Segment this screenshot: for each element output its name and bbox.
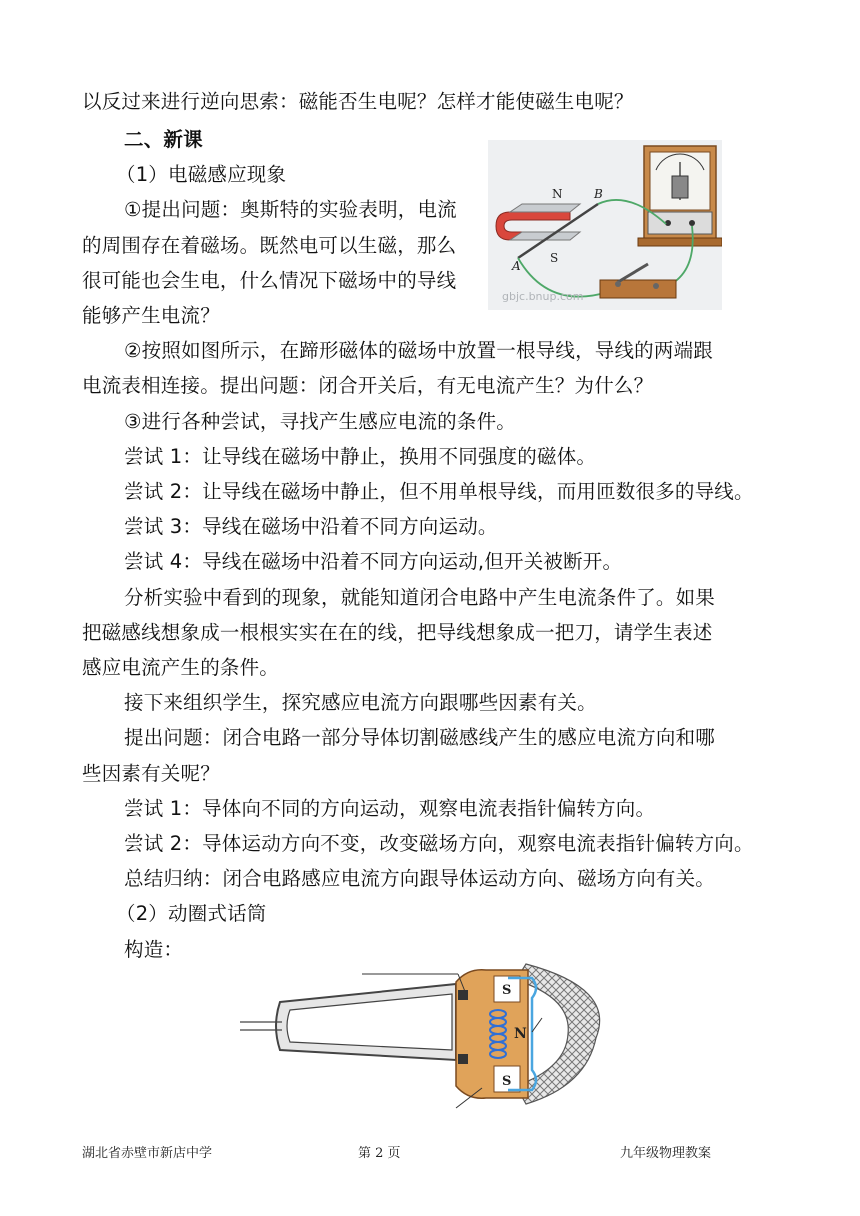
text-line-19: 提出问题：闭合电路一部分导体切割磁感线产生的感应电流方向和哪 bbox=[124, 726, 716, 749]
induction-experiment-illustration bbox=[488, 140, 722, 310]
microphone-cross-section-illustration bbox=[236, 958, 606, 1110]
text-line-6: 很可能也会生电，什么情况下磁场中的导线 bbox=[82, 269, 457, 292]
text-line-14: 尝试 4：导线在磁场中沿着不同方向运动,但开关被断开。 bbox=[124, 550, 623, 573]
label-n: N bbox=[552, 187, 563, 201]
text-line-21: 尝试 1：导体向不同的方向运动，观察电流表指针偏转方向。 bbox=[124, 797, 656, 820]
microphone-structure-figure bbox=[236, 958, 606, 1110]
text-line-9: 电流表相连接。提出问题：闭合开关后，有无电流产生？为什么？ bbox=[82, 374, 654, 397]
text-line-7: 能够产生电流？ bbox=[82, 304, 220, 327]
text-line-13: 尝试 3：导线在磁场中沿着不同方向运动。 bbox=[124, 515, 498, 538]
induction-experiment-figure bbox=[488, 140, 722, 310]
text-line-16: 把磁感线想象成一根根实实在在的线，把导线想象成一把刀，请学生表述 bbox=[82, 621, 713, 644]
label-b: B bbox=[594, 187, 603, 201]
footer-page-number: 第 2 页 bbox=[358, 1146, 401, 1161]
section-heading-new-lesson: 二、新课 bbox=[124, 128, 203, 151]
text-line-15: 分析实验中看到的现象，就能知道闭合电路中产生电流条件了。如果 bbox=[124, 586, 716, 609]
subsection-heading-em-induction: （1）电磁感应现象 bbox=[116, 163, 287, 186]
text-line-12: 尝试 2：让导线在磁场中静止，但不用单根导线，而用匝数很多的导线。 bbox=[124, 480, 754, 503]
text-line-17: 感应电流产生的条件。 bbox=[82, 656, 280, 679]
text-line-22: 尝试 2：导体运动方向不变，改变磁场方向，观察电流表指针偏转方向。 bbox=[124, 832, 754, 855]
text-line-10: ③进行各种尝试，寻找产生感应电流的条件。 bbox=[124, 410, 516, 433]
footer-doc-title: 九年级物理教案 bbox=[620, 1146, 712, 1161]
figure-watermark: gbjc.bnup.com bbox=[502, 290, 584, 303]
text-line-1: 以反过来进行逆向思索：磁能否生电呢？怎样才能使磁生电呢？ bbox=[82, 90, 634, 113]
text-line-20: 些因素有关呢？ bbox=[82, 762, 220, 785]
label-s-bottom: S bbox=[502, 1074, 512, 1089]
subsection-heading-microphone: （2）动圈式话筒 bbox=[116, 902, 267, 925]
text-line-11: 尝试 1：让导线在磁场中静止，换用不同强度的磁体。 bbox=[124, 445, 597, 468]
text-line-5: 的周围存在着磁场。既然电可以生磁，那么 bbox=[82, 234, 457, 257]
text-line-25: 构造： bbox=[124, 938, 184, 961]
label-a: A bbox=[512, 259, 521, 273]
text-line-8: ②按照如图所示，在蹄形磁体的磁场中放置一根导线，导线的两端跟 bbox=[124, 339, 713, 362]
text-line-18: 接下来组织学生，探究感应电流方向跟哪些因素有关。 bbox=[124, 691, 597, 714]
label-s: S bbox=[550, 251, 559, 265]
footer-school: 湖北省赤壁市新店中学 bbox=[82, 1146, 213, 1161]
text-line-23: 总结归纳：闭合电路感应电流方向跟导体运动方向、磁场方向有关。 bbox=[124, 867, 716, 890]
label-s-top: S bbox=[502, 983, 512, 998]
label-n: N bbox=[514, 1026, 527, 1042]
text-line-4: ①提出问题：奥斯特的实验表明，电流 bbox=[124, 198, 457, 221]
